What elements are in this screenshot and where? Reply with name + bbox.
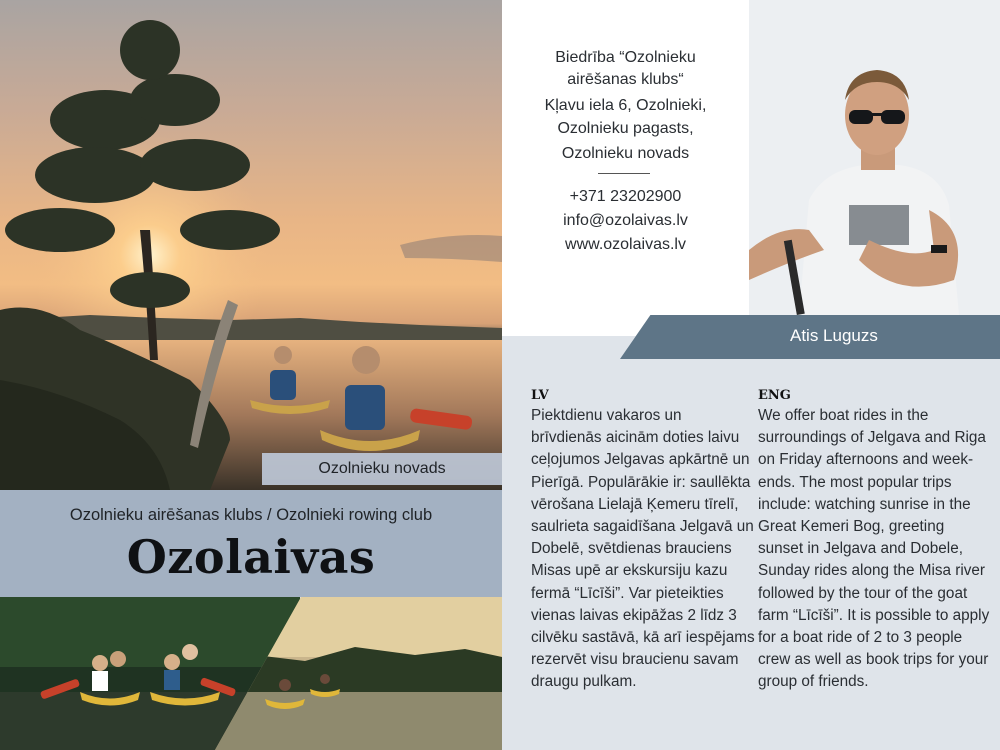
phone-number: +371 23202900 bbox=[569, 188, 682, 205]
brand-title: Ozolaivas bbox=[126, 530, 376, 584]
sunset-lake-illustration bbox=[0, 0, 502, 490]
person-portrait-illustration bbox=[749, 0, 1000, 315]
address-line-1: Kļavu iela 6, Ozolnieki, bbox=[544, 97, 707, 114]
contact-divider bbox=[598, 173, 650, 174]
address-line-3: Ozolnieku novads bbox=[561, 145, 690, 162]
website-link[interactable]: www.ozolaivas.lv bbox=[565, 236, 686, 253]
club-subtitle: Ozolnieku airēšanas klubs / Ozolnieki rowing club bbox=[69, 506, 433, 524]
column-body-lv: Piektdienu vakaros un brīvdienās aicinām doties laivu ceļojumos Jelgavas apkārtnē un Pierīgā. Populārākie ir: saullēkta vērošana Lielajā Ķemeru tīrelī, saulrieta sagaidīšana Jelgavā un Dobelē, svētdienas brauciens Misas upē ar ekskursiju kazu fermā “Līcīši”. Var pieteikties vienas laivas ekipāžas 2 līdz 3 cilvēku sastāvā, kā arī iespējams rezervēt visu braucienu savam draugu pulkam. bbox=[531, 407, 755, 691]
org-line-2: airēšanas klubs“ bbox=[567, 71, 684, 88]
column-body-en: We offer boat rides in the surroundings of Jelgava and Riga on Friday afternoons and week-ends. The most popular trips include: watching sunrise in the Great Kemeri Bog, greeting sunset in Jelgava and Dobele, Sunday rides along the Misa river followed by the tour of the goat farm “Līcīši”. It is possible to apply for a boat ride of 2 to 3 people crew as well as book trips for your group of friends. bbox=[758, 407, 990, 691]
column-heading-en: ENG bbox=[758, 388, 791, 403]
portrait-photo bbox=[749, 0, 1000, 315]
email-link[interactable]: info@ozolaivas.lv bbox=[563, 212, 688, 229]
address-line-2: Ozolnieku pagasts, bbox=[557, 120, 694, 137]
column-heading-lv: LV bbox=[531, 388, 549, 403]
region-caption: Ozolnieku novads bbox=[262, 453, 502, 485]
column-english bbox=[758, 388, 992, 694]
org-line-1: Biedrība “Ozolnieku bbox=[555, 49, 696, 66]
column-latvian bbox=[531, 388, 755, 694]
person-name: Atis Luguzs bbox=[790, 326, 878, 345]
hero-photo bbox=[0, 0, 502, 490]
